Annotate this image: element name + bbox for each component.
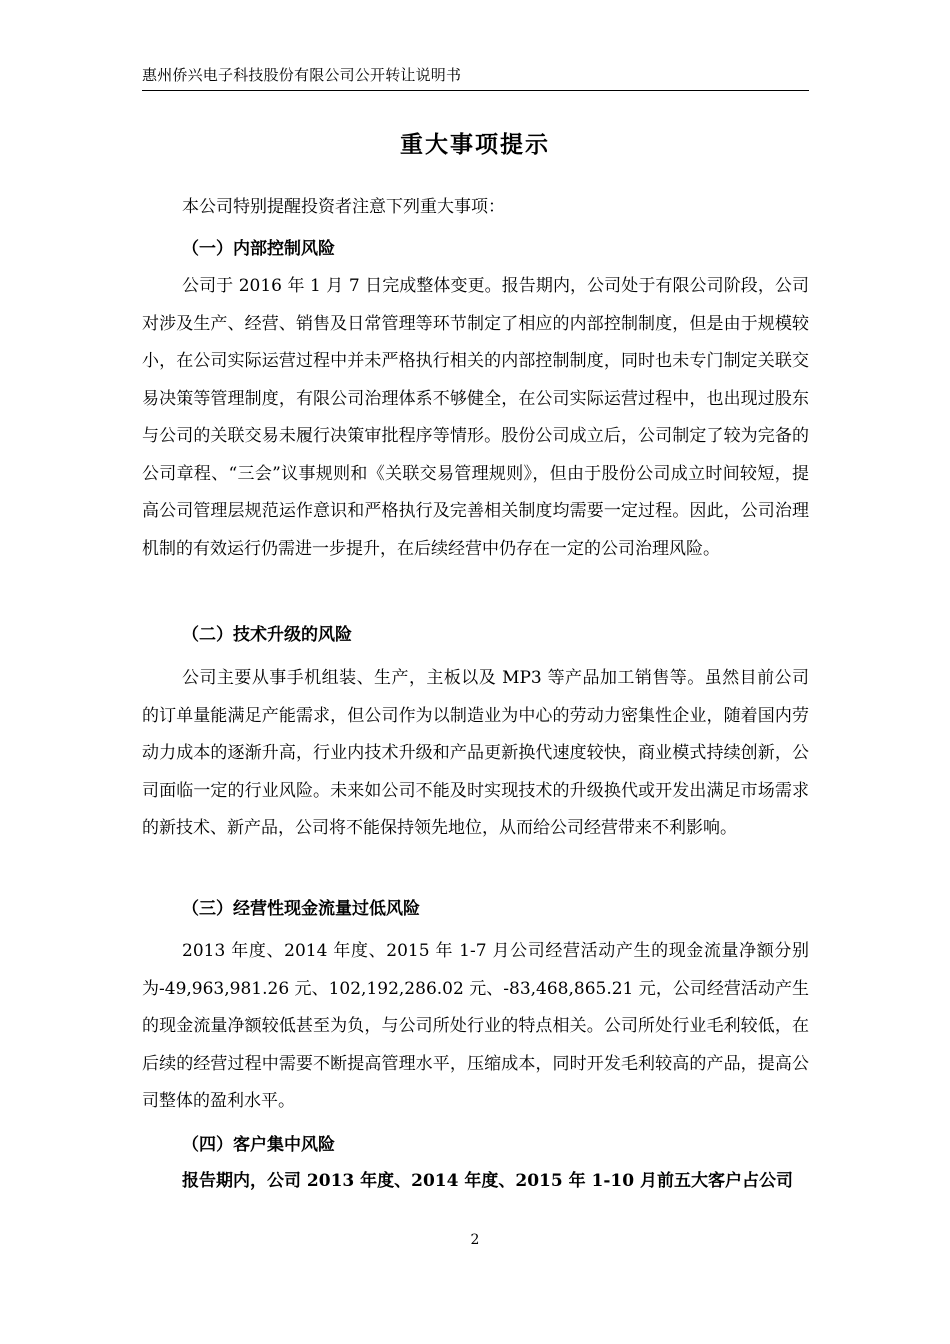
page-number: 2 <box>470 1232 480 1248</box>
section-heading-internal-control: （一）内部控制风险 <box>182 239 335 259</box>
section-heading-tech-upgrade: （二）技术升级的风险 <box>182 625 352 645</box>
intro-text: 本公司特别提醒投资者注意下列重大事项： <box>182 197 505 217</box>
section-body-cash-flow: 2013 年度、2014 年度、2015 年 1-7 月公司经营活动产生的现金流量净额分别为-49,963,981.26 元、102,192,286.02 元、-83,468,865.21 元，公司经营活动产生的现金流量净额较低甚至为负，与公司所处行业的特点相关。公司所处行业毛利较低，在后续的经营过程中需要不断提高管理水平，压缩成本，同时开发毛利较高的产品，提高公司整体的盈利水平。 <box>142 941 809 1111</box>
section-heading-customer-concentration: （四）客户集中风险 <box>182 1135 335 1155</box>
section-body-tech-upgrade: 公司主要从事手机组装、生产，主板以及 MP3 等产品加工销售等。虽然目前公司的订单量能满足产能需求，但公司作为以制造业为中心的劳动力密集性企业，随着国内劳动力成本的逐渐升高，行业内技术升级和产品更新换代速度较快，商业模式持续创新，公司面临一定的行业风险。未来如公司不能及时实现技术的升级换代或开发出满足市场需求的新技术、新产品，公司将不能保持领先地位，从而给公司经营带来不利影响。 <box>142 668 809 838</box>
section-body-internal-control: 公司于 2016 年 1 月 7 日完成整体变更。报告期内，公司处于有限公司阶段，公司对涉及生产、经营、销售及日常管理等环节制定了相应的内部控制制度，但是由于规模较小，在公司实际运营过程中并未严格执行相关的内部控制制度，同时也未专门制定关联交易决策等管理制度，有限公司治理体系不够健全，在公司实际运营过程中，也出现过股东与公司的关联交易未履行决策审批程序等情形。股份公司成立后，公司制定了较为完备的公司章程、“三会”议事规则和《关联交易管理规则》，但由于股份公司成立时间较短，提高公司管理层规范运作意识和严格执行及完善相关制度均需要一定过程。因此，公司治理机制的有效运行仍需进一步提升，在后续经营中仍存在一定的公司治理风险。 <box>142 276 809 559</box>
section-body-customer-concentration: 报告期内，公司 2013 年度、2014 年度、2015 年 1-10 月前五大客户占公司 <box>182 1171 793 1191</box>
section-heading-cash-flow: （三）经营性现金流量过低风险 <box>182 899 420 919</box>
document-header: 惠州侨兴电子科技股份有限公司公开转让说明书 <box>142 62 809 91</box>
page-title: 重大事项提示 <box>400 132 550 158</box>
